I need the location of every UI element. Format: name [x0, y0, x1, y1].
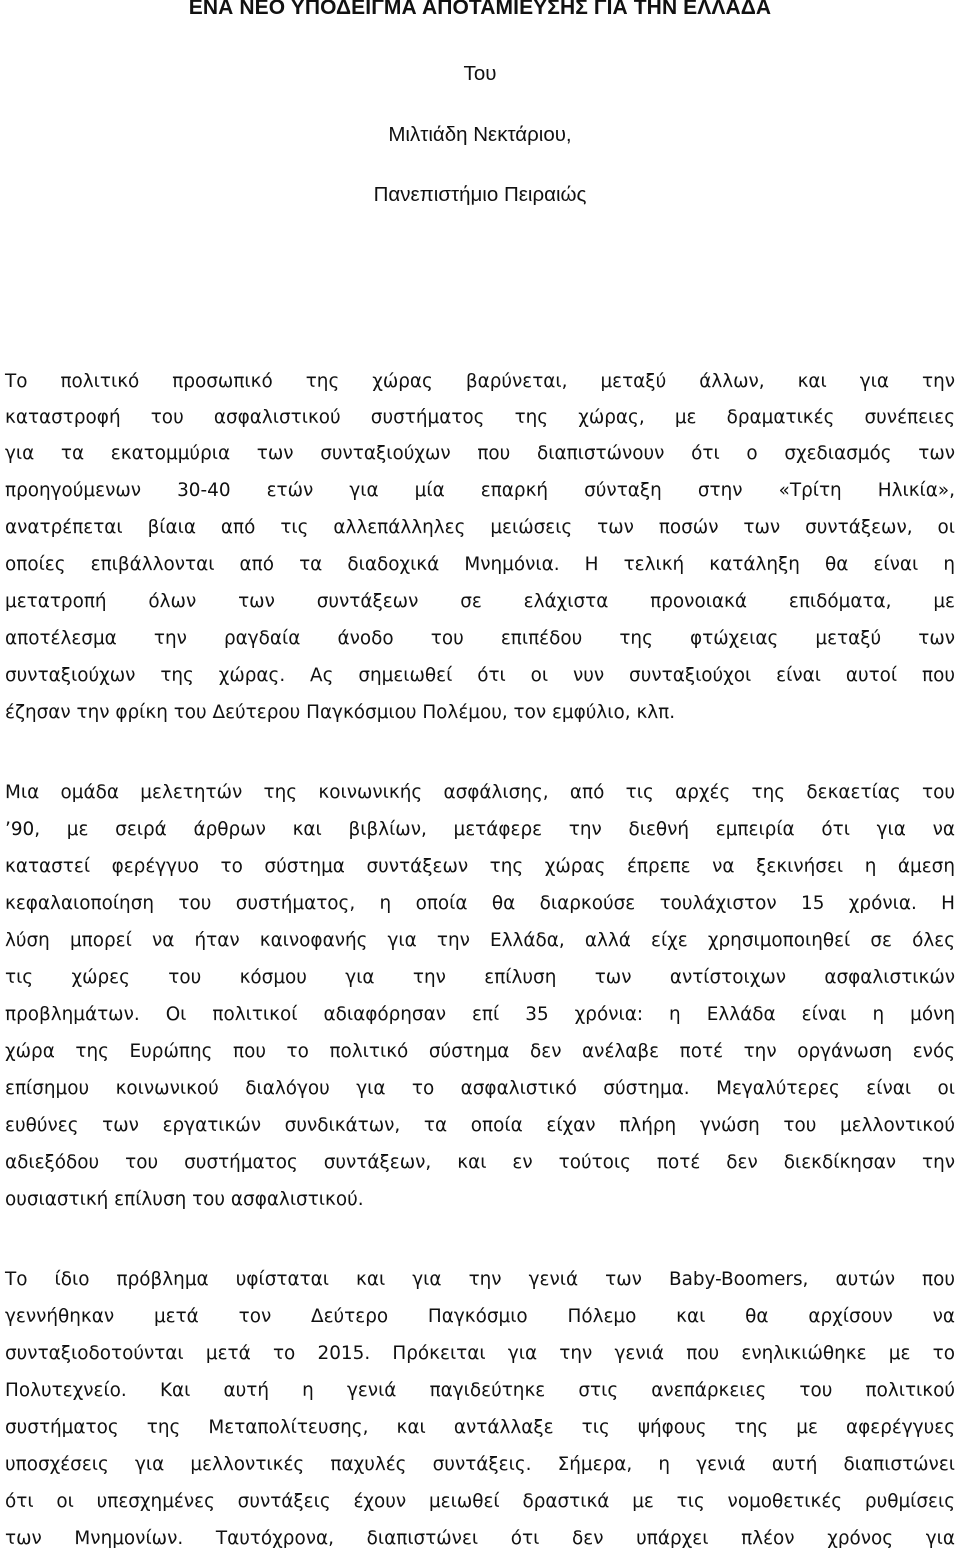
- paragraph-line: γεννήθηκαν μετά τον Δεύτερο Παγκόσμιο Πόλεμο και θα αρχίσουν να: [5, 1306, 955, 1327]
- paragraph-line: τις χώρες του κόσμου για την επίλυση των αντίστοιχων ασφαλιστικών: [5, 967, 955, 988]
- paragraph-line: επίσημου κοινωνικού διαλόγου για το ασφαλιστικό σύστημα. Μεγαλύτερες είναι οι: [5, 1078, 955, 1099]
- document-title: ΕΝΑ ΝΕΟ ΥΠΟΔΕΙΓΜΑ ΑΠΟΤΑΜΙΕΥΣΗΣ ΓΙΑ ΤΗΝ ΕΛΛΑΔΑ: [188, 0, 772, 19]
- paragraph-line: κεφαλαιοποίηση του συστήματος, η οποία θα διαρκούσε τουλάχιστον 15 χρόνια. Η: [5, 893, 955, 914]
- byline-prefix: Του: [463, 62, 497, 85]
- paragraph-line: ’90, με σειρά άρθρων και βιβλίων, μετάφερε την διεθνή εμπειρία ότι για να: [5, 819, 955, 840]
- paragraph-line: για τα εκατομμύρια των συνταξιούχων που διαπιστώνουν ότι ο σχεδιασμός των: [5, 443, 955, 464]
- paragraph-line: Το ίδιο πρόβλημα υφίσταται και για την γενιά των Baby-Boomers, αυτών που: [5, 1269, 955, 1290]
- paragraph-line: Πολυτεχνείο. Και αυτή η γενιά παγιδεύτηκε στις ανεπάρκειες του πολιτικού: [5, 1380, 955, 1401]
- paragraph-line: έζησαν την φρίκη του Δεύτερου Παγκόσμιου Πολέμου, τον εμφύλιο, κλπ.: [5, 702, 676, 723]
- paragraph-line: καταστροφή του ασφαλιστικού συστήματος της χώρας, με δραματικές συνέπειες: [5, 407, 955, 428]
- paragraph-line: καταστεί φερέγγυο το σύστημα συντάξεων της χώρας έπρεπε να ξεκινήσει η άμεση: [5, 856, 955, 877]
- paragraph-line: οποίες επιβάλλονται από τα διαδοχικά Μνημόνια. Η τελική κατάληξη θα είναι η: [5, 554, 955, 575]
- paragraph-line: συστήματος της Μεταπολίτευσης, και αντάλλαξε τις ψήφους της με αφερέγγυες: [5, 1417, 955, 1438]
- paragraph-line: Μια ομάδα μελετητών της κοινωνικής ασφάλισης, από τις αρχές της δεκαετίας του: [5, 782, 955, 803]
- paragraph-line: προβλημάτων. Οι πολιτικοί αδιαφόρησαν επί 35 χρόνια: η Ελλάδα είναι η μόνη: [5, 1004, 955, 1025]
- paragraph-line: συνταξιοδοτούνται μετά το 2015. Πρόκειται για την γενιά που ενηλικιώθηκε με το: [5, 1343, 955, 1364]
- paragraph-line: προηγούμενων 30-40 ετών για μία επαρκή σύνταξη στην «Τρίτη Ηλικία»,: [5, 480, 955, 501]
- paragraph-line: χώρα της Ευρώπης που το πολιτικό σύστημα δεν ανέλαβε ποτέ την οργάνωση ενός: [5, 1041, 955, 1062]
- paragraph-line: αποτέλεσμα την ραγδαία άνοδο του επιπέδου της φτώχειας μεταξύ των: [5, 628, 955, 649]
- paragraph-line: αδιεξόδου του συστήματος συντάξεων, και εν τούτοις ποτέ δεν διεκδίκησαν την: [5, 1152, 955, 1173]
- paragraph-line: συνταξιούχων της χώρας. Ας σημειωθεί ότι οι νυν συνταξιούχοι είναι αυτοί που: [5, 665, 955, 686]
- author-name: Μιλτιάδη Νεκτάριου,: [388, 123, 572, 146]
- paragraph-line: μετατροπή όλων των συντάξεων σε ελάχιστα προνοιακά επιδόματα, με: [5, 591, 955, 612]
- paragraph-line: ευθύνες των εργατικών συνδικάτων, τα οποία είχαν πλήρη γνώση του μελλοντικού: [5, 1115, 955, 1136]
- paragraph-line: λύση μπορεί να ήταν καινοφανής για την Ελλάδα, αλλά είχε χρησιμοποιηθεί σε όλες: [5, 930, 955, 951]
- paragraph-line: ότι οι υπεσχημένες συντάξεις έχουν μειωθεί δραστικά με τις νομοθετικές ρυθμίσεις: [5, 1491, 955, 1512]
- paragraph-line: των Μνημονίων. Ταυτόχρονα, διαπιστώνει ότι δεν υπάρχει πλέον χρόνος για: [5, 1528, 955, 1549]
- author-affiliation: Πανεπιστήμιο Πειραιώς: [373, 183, 587, 206]
- paragraph-line: Το πολιτικό προσωπικό της χώρας βαρύνεται, μεταξύ άλλων, και για την: [5, 371, 955, 392]
- paragraph-line: ανατρέπεται βίαια από τις αλλεπάλληλες μειώσεις των ποσών των συντάξεων, οι: [5, 517, 955, 538]
- paragraph-line: υποσχέσεις για μελλοντικές παχυλές συντάξεις. Σήμερα, η γενιά αυτή διαπιστώνει: [5, 1454, 955, 1475]
- paragraph-line: ουσιαστική επίλυση του ασφαλιστικού.: [5, 1189, 364, 1210]
